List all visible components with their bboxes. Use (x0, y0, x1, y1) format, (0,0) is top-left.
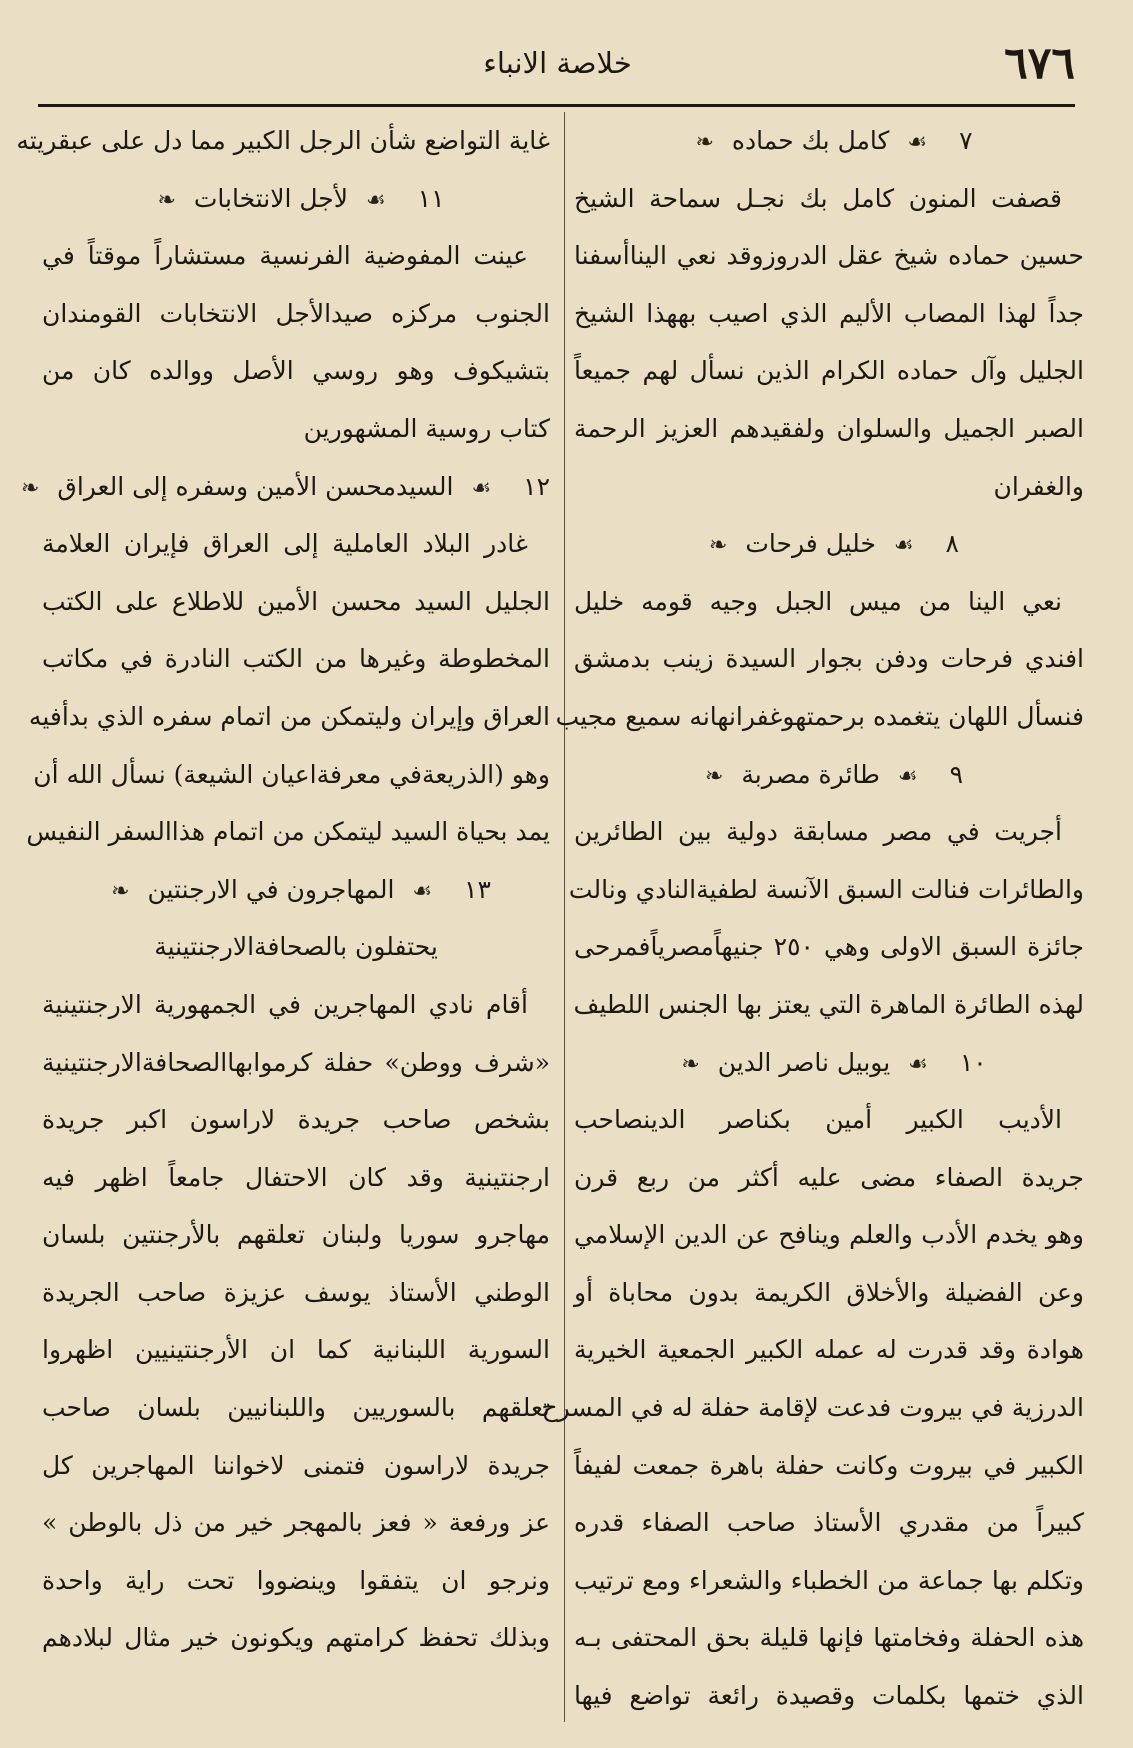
paragraph-line: عينت المفوضية الفرنسية مستشاراً موقتاً في (42, 241, 528, 271)
paragraph-line: غادر البلاد العاملية إلى العراق فإيران العلامة (42, 529, 528, 559)
paragraph-line: افندي فرحات ودفن بجوار السيدة زينب بدمشق (574, 644, 1084, 674)
paragraph-line: الكبير في بيروت وكانت حفلة باهرة جمعت لفيفاً (574, 1450, 1084, 1480)
paragraph-line: وعن الفضيلة والأخلاق الكريمة بدون محاباة أو (574, 1277, 1084, 1307)
ornament-icon: ❧ (21, 475, 40, 501)
paragraph-line: ارجنتينية وقد كان الاحتفال جامعاً اظهر فيه (42, 1162, 550, 1192)
paragraph-line: تعلقهم بالسوريين واللبنانيين بلسان صاحب (42, 1393, 550, 1423)
section-heading-13 (42, 861, 550, 919)
ornament-icon: ❧ (111, 878, 130, 904)
paragraph-line: السورية اللبنانية كما ان الأرجنتينيين اظهروا (42, 1335, 550, 1365)
running-title: خلاصة الانباء (483, 46, 632, 80)
section-subtitle: يحتفلون بالصحافةالارجنتينية (154, 932, 438, 962)
paragraph-line: وهو يخدم الأدب والعلم وينافح عن الدين الإسلامي (574, 1220, 1084, 1250)
paragraph-line: هوادة وقد قدرت له عمله الكبير الجمعية الخيرية (574, 1335, 1084, 1365)
section-title: لأجل الانتخابات (193, 183, 349, 213)
section-heading-12 (21, 458, 550, 516)
section-title: كامل بك حماده (731, 126, 890, 155)
paragraph-line: الجنوب مركزه صيدالأجل الانتخابات القومندان (42, 298, 550, 328)
paragraph-line: وبذلك تحفظ كرامتهم ويكونون خير مثال لبلادهم (42, 1623, 550, 1653)
paragraph-line: نعي الينا من ميس الجبل وجيه قومه خليل (574, 586, 1062, 616)
section-heading-9 (574, 746, 1084, 804)
paragraph-line: «شرف ووطن» حفلة كرموابهاالصحافةالارجنتينية (42, 1047, 550, 1077)
section-number: ١٣ (464, 874, 491, 904)
paragraph-line: كتاب روسية المشهورين (303, 413, 550, 443)
paragraph-line: العراق وإيران وليتمكن من اتمام سفره الذي بدأفيه (28, 701, 550, 731)
paragraph-line: كبيراً من مقدري الأستاذ صاحب الصفاء قدره (574, 1508, 1084, 1538)
section-heading-10 (574, 1034, 1084, 1092)
page-number: ٦٧٦ (1004, 38, 1075, 89)
paragraph-line: جائزة السبق الاولى وهي ٢٥٠ جنيهاًمصرياًفمرحى (574, 932, 1085, 962)
paragraph-line: أجريت في مصر مسابقة دولية بين الطائرين (574, 817, 1062, 847)
section-title: السيدمحسن الأمين وسفره إلى العراق (57, 471, 454, 501)
section-title: طائرة مصربة (741, 759, 880, 789)
ornament-icon: ☙ (412, 878, 433, 904)
section-number: ١٠ (959, 1047, 987, 1077)
ornament-icon: ☙ (471, 475, 492, 501)
section-title: خليل فرحات (745, 529, 876, 559)
paragraph-line: جريدة لاراسون فتمنى لاخواننا المهاجرين كل (42, 1450, 550, 1480)
paragraph-line: بتشيكوف وهو روسي الأصل ووالده كان من (42, 356, 550, 386)
paragraph-line: والغفران (993, 471, 1084, 501)
ornament-icon: ☙ (365, 187, 386, 213)
header-rule (38, 104, 1075, 107)
section-number: ٨ (945, 529, 959, 559)
ornament-icon: ❧ (157, 187, 176, 213)
section-number: ٧ (959, 126, 973, 155)
paragraph-line: جداً لهذا المصاب الأليم الذي اصيب بههذا الشيخ (574, 298, 1084, 328)
ornament-icon: ☙ (908, 1051, 928, 1077)
column-divider (564, 112, 565, 1722)
paragraph-line: يمد بحياة السيد ليتمكن من اتمام هذاالسفر النفيس (26, 817, 550, 847)
left-column (16, 112, 550, 1724)
paragraph-line: الأديب الكبير أمين بكناصر الدينصاحب (574, 1105, 1062, 1135)
paragraph-line: غاية التواضع شأن الرجل الكبير مما دل على عبقريته (16, 126, 550, 155)
paragraph-line: بشخص صاحب جريدة لاراسون اكبر جريدة (42, 1105, 550, 1135)
paragraph-line: المخطوطة وغيرها من الكتب النادرة في مكاتب (42, 644, 550, 674)
paragraph-line: فنسأل اللهان يتغمده برحمتهوغفرانهانه سميع مجيب (555, 701, 1084, 731)
paragraph-line: مهاجرو سوريا ولبنان تعلقهم بالأرجنتين بلسان (42, 1220, 550, 1250)
paragraph-line: جريدة الصفاء مضى عليه أكثر من ربع قرن (574, 1162, 1084, 1192)
paragraph-line: الوطني الأستاذ يوسف عزيزة صاحب الجريدة (42, 1277, 550, 1307)
paragraph-line: الجليل وآل حماده الكرام الذين نسأل لهم جميعاً (574, 356, 1084, 386)
section-heading-11 (42, 170, 550, 228)
page-header (40, 38, 1075, 98)
ornament-icon: ❧ (695, 130, 714, 155)
ornament-icon: ❧ (709, 533, 728, 559)
section-heading-8 (574, 515, 1084, 573)
right-column (541, 112, 1085, 1724)
section-number: ٩ (949, 759, 963, 789)
ornament-icon: ☙ (907, 130, 928, 155)
section-number: ١٢ (523, 471, 550, 501)
paragraph-line: قصفت المنون كامل بك نجـل سماحة الشيخ (574, 183, 1062, 213)
section-title: يوبيل ناصر الدين (717, 1047, 891, 1077)
paragraph-line: هذه الحفلة وفخامتها فإنها قليلة بحق المحتفى بـه (574, 1623, 1084, 1653)
paragraph-line: الجليل السيد محسن الأمين للاطلاع على الكتب (42, 586, 550, 616)
paragraph-line: الصبر الجميل والسلوان ولفقيدهم العزيز الرحمة (574, 413, 1084, 443)
paragraph-line: والطائرات فنالت السبق الآنسة لطفيةالنادي ونالت (568, 874, 1084, 904)
paragraph-line: أقام نادي المهاجرين في الجمهورية الارجنتينية (42, 989, 528, 1019)
section-number: ١١ (417, 183, 445, 213)
paragraph-line: عز ورفعة « فعز بالمهجر خير من ذل بالوطن » (42, 1508, 550, 1538)
paragraph-line: وهو (الذريعةفي معرفةاعيان الشيعة) نسأل الله أن (33, 759, 550, 789)
section-title: المهاجرون في الارجنتين (147, 874, 395, 904)
paragraph-line: ونرجو ان يتفقوا وينضووا تحت راية واحدة (42, 1565, 550, 1595)
paragraph-line: لهذه الطائرة الماهرة التي يعتز بها الجنس اللطيف (573, 989, 1084, 1019)
paragraph-line: الذي ختمها بكلمات وقصيدة رائعة تواضع فيها (574, 1681, 1084, 1711)
ornament-icon: ☙ (897, 763, 918, 789)
ornament-icon: ❧ (704, 763, 724, 789)
ornament-icon: ☙ (893, 533, 914, 559)
paragraph-line: الدرزية في بيروت فدعت لإقامة حفلة له في المسرح (541, 1393, 1084, 1423)
section-heading-7 (574, 112, 1084, 170)
paragraph-line: حسين حماده شيخ عقل الدروزوقد نعي اليناأسفنا (574, 241, 1084, 271)
ornament-icon: ❧ (681, 1051, 700, 1077)
paragraph-line: وتكلم بها جماعة من الخطباء والشعراء ومع ترتيب (574, 1565, 1084, 1595)
